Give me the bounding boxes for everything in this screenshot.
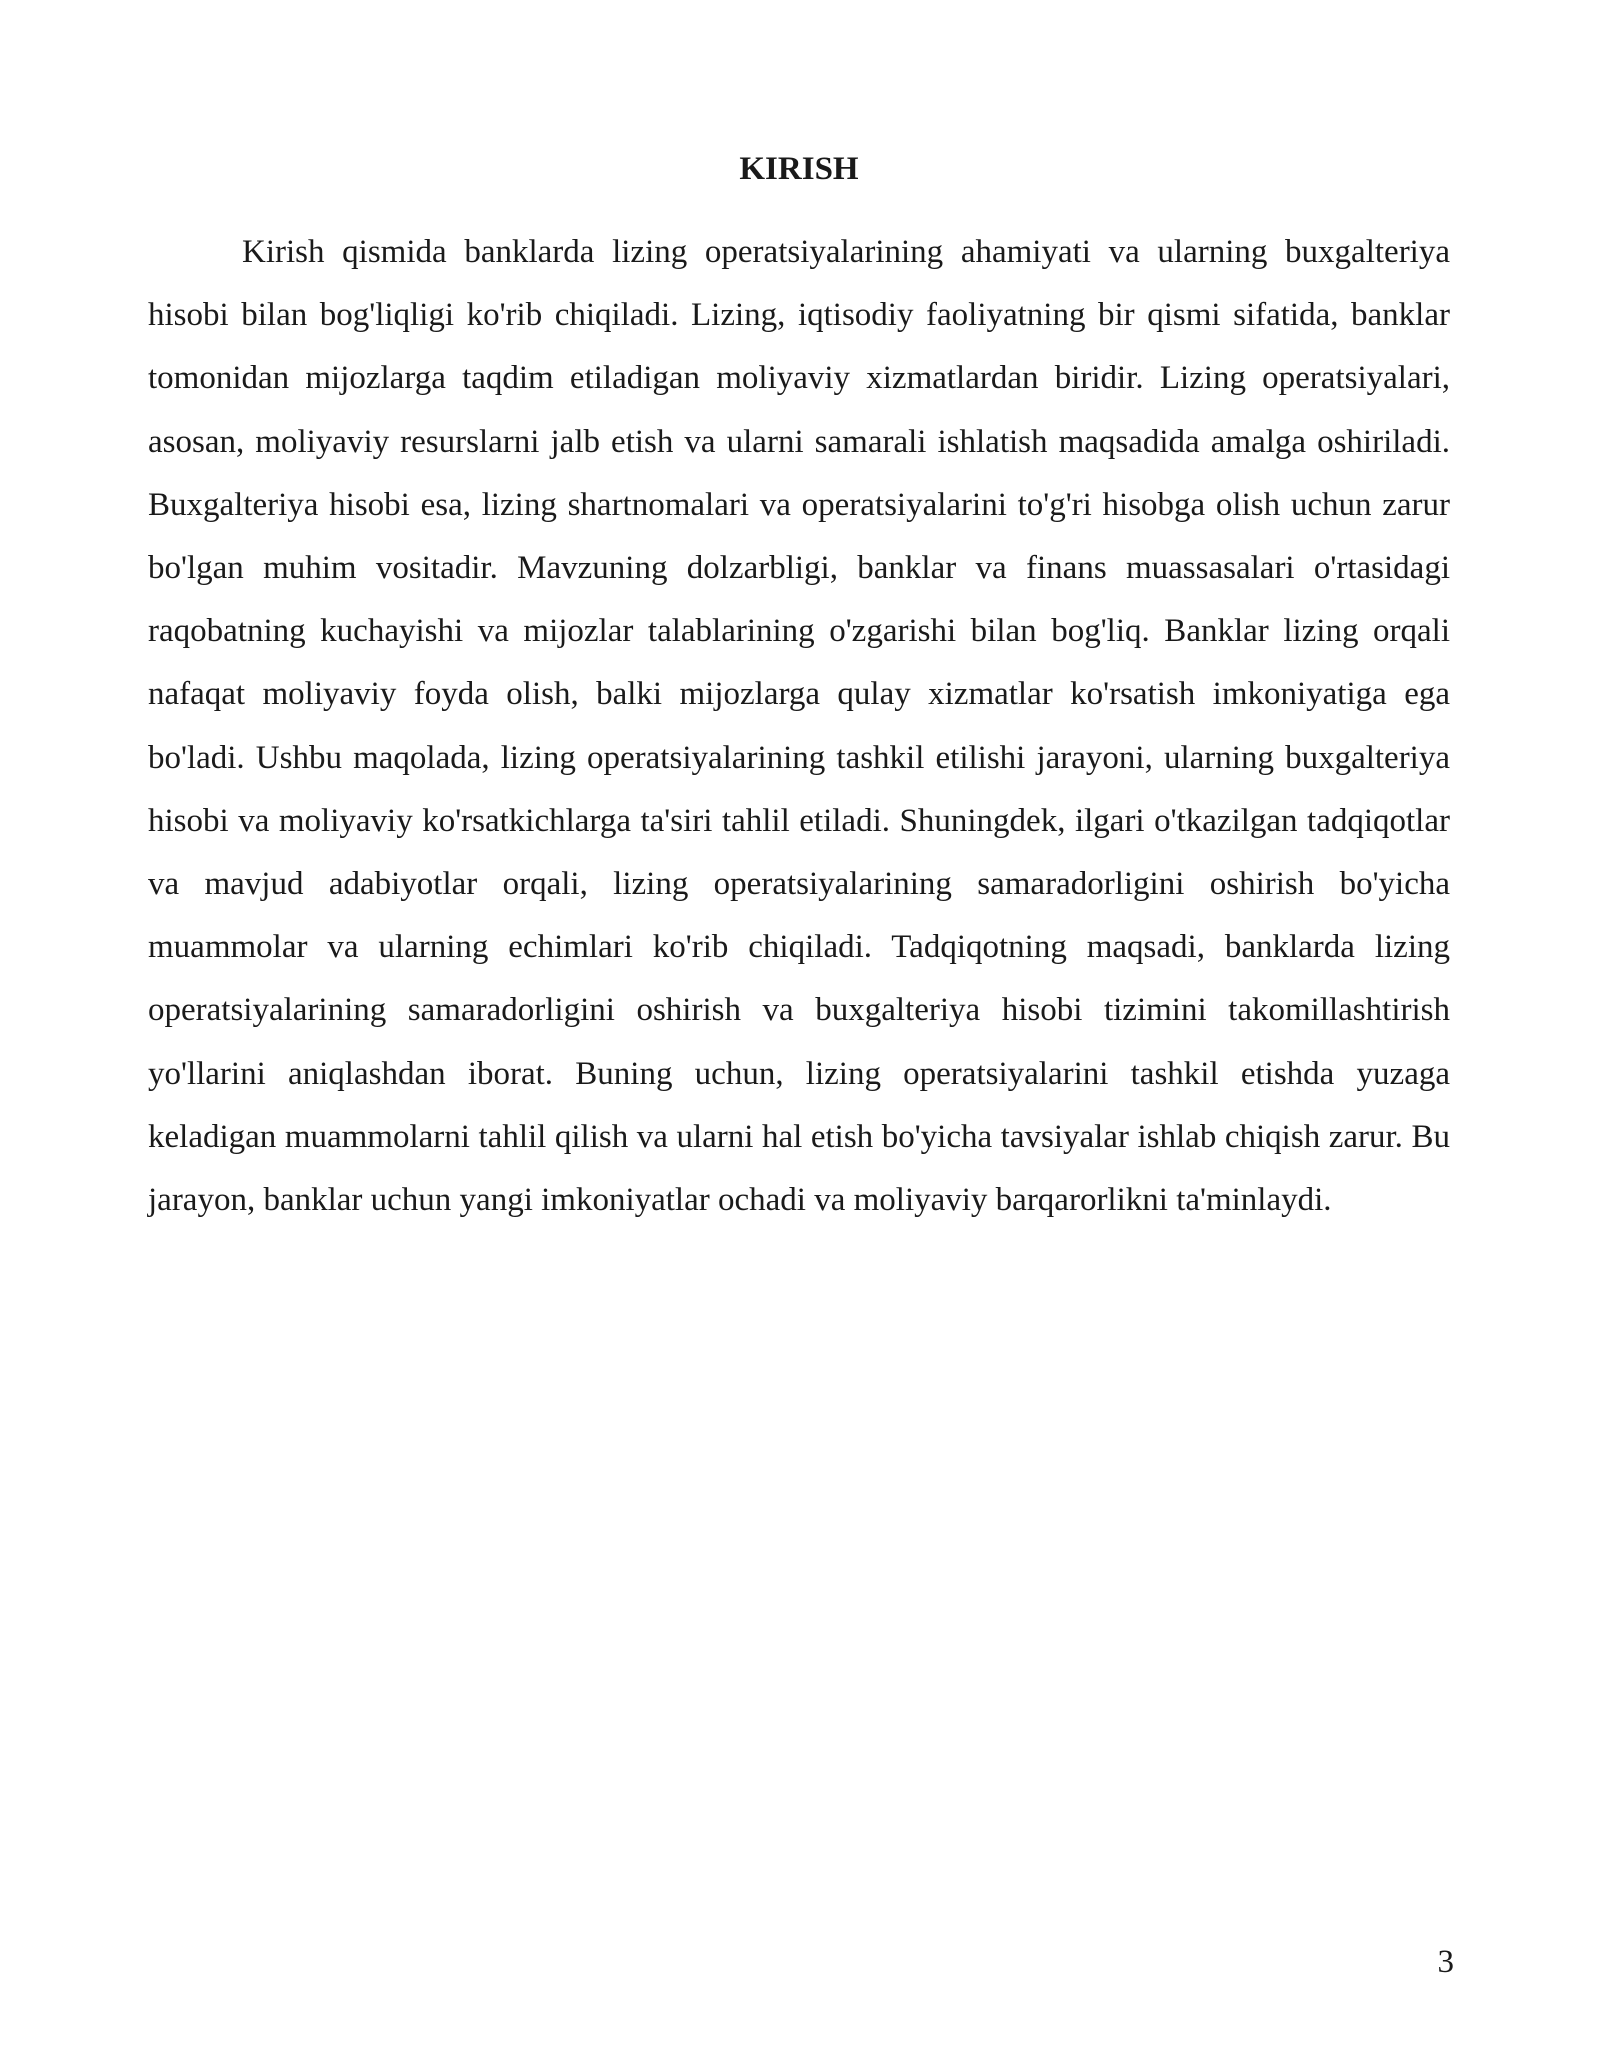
page-number: 3 (1437, 1944, 1454, 1980)
section-heading: KIRISH (739, 151, 859, 187)
body-paragraph: Kirish qismida banklarda lizing operatsiyalarining ahamiyati va ularning buxgalteriya hisobi bilan bog'liqligi ko'rib chiqiladi. Lizing, iqtisodiy faoliyatning bir qismi sifatida, banklar tomonidan mijozlarga taqdim etiladigan moliyaviy xizmatlardan biridir. Lizing operatsiyalari, asosan, moliyaviy resurslarni jalb etish va ularni samarali ishlatish maqsadida amalga oshiriladi. Buxgalteriya hisobi esa, lizing shartnomalari va operatsiyalarini to'g'ri hisobga olish uchun zarur bo'lgan muhim vositadir. Mavzuning dolzarbligi, banklar va finans muassasalari o'rtasidagi raqobatning kuchayishi va mijozlar talablarining o'zgarishi bilan bog'liq. Banklar lizing orqali nafaqat moliyaviy foyda olish, balki mijozlarga qulay xizmatlar ko'rsatish imkoniyatiga ega bo'ladi. Ushbu maqolada, lizing operatsiyalarining tashkil etilishi jarayoni, ularning buxgalteriya hisobi va moliyaviy ko'rsatkichlarga ta'siri tahlil etiladi. Shuningdek, ilgari o'tkazilgan tadqiqotlar va mavjud adabiyotlar orqali, lizing operatsiyalarining samaradorligini oshirish bo'yicha muammolar va ularning echimlari ko'rib chiqiladi. Tadqiqotning maqsadi, banklarda lizing operatsiyalarining samaradorligini oshirish va buxgalteriya hisobi tizimini takomillashtirish yo'llarini aniqlashdan iborat. Buning uchun, lizing operatsiyalarini tashkil etishda yuzaga keladigan muammolarni tahlil qilish va ularni hal etish bo'yicha tavsiyalar ishlab chiqish zarur. Bu jarayon, banklar uchun yangi imkoniyatlar ochadi va moliyaviy barqarorlikni ta'minlaydi. (148, 234, 1450, 1219)
